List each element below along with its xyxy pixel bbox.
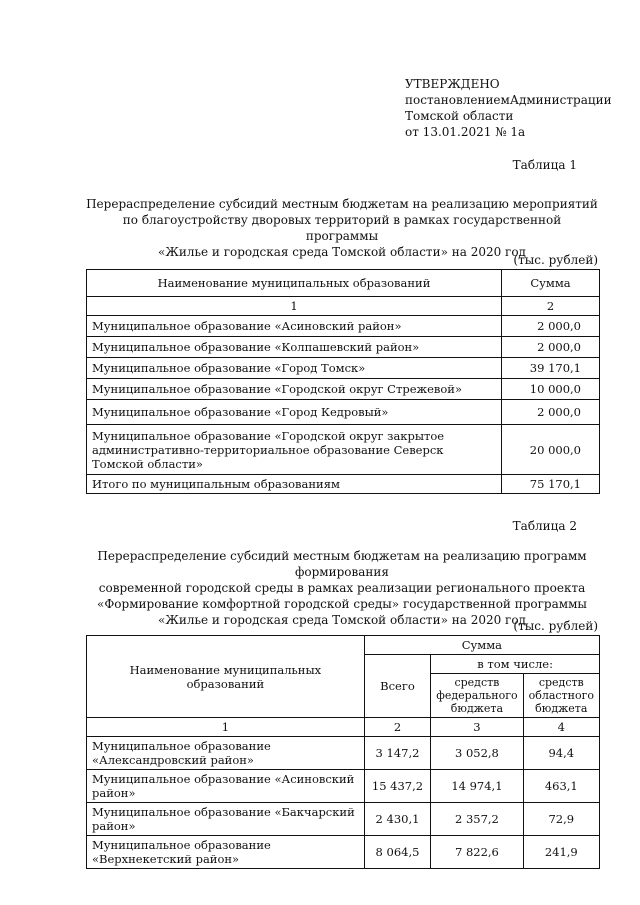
table2-col-name: Наименование муниципальных образований: [87, 636, 365, 718]
table2-number-row: [87, 718, 600, 737]
subsidy-sum: 2 000,0: [502, 316, 600, 337]
table1-label: Таблица 1: [512, 158, 577, 172]
approval-date: от 13.01.2021 № 1а: [405, 125, 526, 139]
municipality-name: Муниципальное образование «Городской округ закрытое административно-территориальное образование Северск Томской области»: [87, 425, 502, 475]
table2-label: Таблица 2: [512, 519, 577, 533]
municipality-name: Муниципальное образование «Колпашевский район»: [87, 337, 502, 358]
federal-amount: 3 052,8: [431, 737, 523, 770]
municipality-name: Муниципальное образование «Городской округ Стрежевой»: [87, 379, 502, 400]
municipality-name: Муниципальное образование «Бакчарский район»: [87, 803, 365, 836]
table2-unit: (тыс. рублей): [513, 619, 598, 633]
table2-col-number: 3: [431, 718, 523, 737]
federal-amount: 7 822,6: [431, 836, 523, 869]
table-row: [87, 803, 600, 836]
total-sum: 75 170,1: [502, 475, 600, 494]
table2-col-sum: Сумма: [364, 636, 599, 655]
table-row: [87, 836, 600, 869]
approval-administration: Администрации: [509, 93, 612, 107]
subsidy-sum: 20 000,0: [502, 425, 600, 475]
table1-col-sum: Сумма: [502, 270, 600, 297]
table1-col-number: 1: [87, 297, 502, 316]
table1-col-name: Наименование муниципальных образований: [87, 270, 502, 297]
table1-heading-line: «Жилье и городская среда Томской области» на 2020 год: [158, 245, 526, 259]
subsidy-sum: 39 170,1: [502, 358, 600, 379]
table-row: [87, 316, 600, 337]
table-total-row: [87, 475, 600, 494]
table2-heading-line: Перераспределение субсидий местным бюджетам на реализацию программ формирования: [97, 549, 587, 579]
table1-heading-line: по благоустройству дворовых территорий в рамках государственной программы: [122, 213, 562, 243]
table2-col-regional: средств областного бюджета: [523, 674, 599, 718]
subsidy-sum: 2 000,0: [502, 337, 600, 358]
total-amount: 2 430,1: [364, 803, 431, 836]
table-row: [87, 337, 600, 358]
table2-col-number: 1: [87, 718, 365, 737]
table2-heading-line: «Жилье и городская среда Томской области» на 2020 год: [158, 613, 526, 627]
regional-amount: 463,1: [523, 770, 599, 803]
table-row: [87, 379, 600, 400]
federal-amount: 14 974,1: [431, 770, 523, 803]
approval-decree: постановлением: [405, 93, 510, 107]
approval-line: [405, 92, 612, 108]
municipality-name: Муниципальное образование «Верхнекетский район»: [87, 836, 365, 869]
table2-col-number: 2: [364, 718, 431, 737]
total-label: Итого по муниципальным образованиям: [87, 475, 502, 494]
table2-col-including: в том числе:: [431, 655, 600, 674]
approval-title: УТВЕРЖДЕНО: [405, 77, 500, 91]
table1-col-number: 2: [502, 297, 600, 316]
regional-amount: 94,4: [523, 737, 599, 770]
federal-amount: 2 357,2: [431, 803, 523, 836]
table2-col-federal: средств федерального бюджета: [431, 674, 523, 718]
table1: [86, 269, 600, 494]
table2-header-row: [87, 636, 600, 655]
table1-header-row: [87, 270, 600, 297]
table2: [86, 635, 600, 869]
table1-heading-line: Перераспределение субсидий местным бюджетам на реализацию мероприятий: [86, 197, 598, 211]
table-row: [87, 358, 600, 379]
table1-unit: (тыс. рублей): [513, 253, 598, 267]
table2-heading-line: современной городской среды в рамках реализации регионального проекта: [98, 581, 586, 595]
table-row: [87, 400, 600, 425]
table2-col-number: 4: [523, 718, 599, 737]
regional-amount: 241,9: [523, 836, 599, 869]
table-row: [87, 770, 600, 803]
municipality-name: Муниципальное образование «Асиновский район»: [87, 770, 365, 803]
regional-amount: 72,9: [523, 803, 599, 836]
subsidy-sum: 10 000,0: [502, 379, 600, 400]
subsidy-sum: 2 000,0: [502, 400, 600, 425]
table2-heading: [86, 548, 598, 628]
total-amount: 3 147,2: [364, 737, 431, 770]
total-amount: 15 437,2: [364, 770, 431, 803]
municipality-name: Муниципальное образование «Александровский район»: [87, 737, 365, 770]
table2-col-total: Всего: [364, 655, 431, 718]
total-amount: 8 064,5: [364, 836, 431, 869]
municipality-name: Муниципальное образование «Асиновский район»: [87, 316, 502, 337]
approval-region: Томской области: [405, 109, 514, 123]
table1-heading: [86, 196, 598, 260]
table1-number-row: [87, 297, 600, 316]
municipality-name: Муниципальное образование «Город Кедровый»: [87, 400, 502, 425]
municipality-name: Муниципальное образование «Город Томск»: [87, 358, 502, 379]
table2-heading-line: «Формирование комфортной городской среды» государственной программы: [97, 597, 587, 611]
table-row: [87, 737, 600, 770]
approval-stamp: [405, 76, 612, 140]
table-row: [87, 425, 600, 475]
